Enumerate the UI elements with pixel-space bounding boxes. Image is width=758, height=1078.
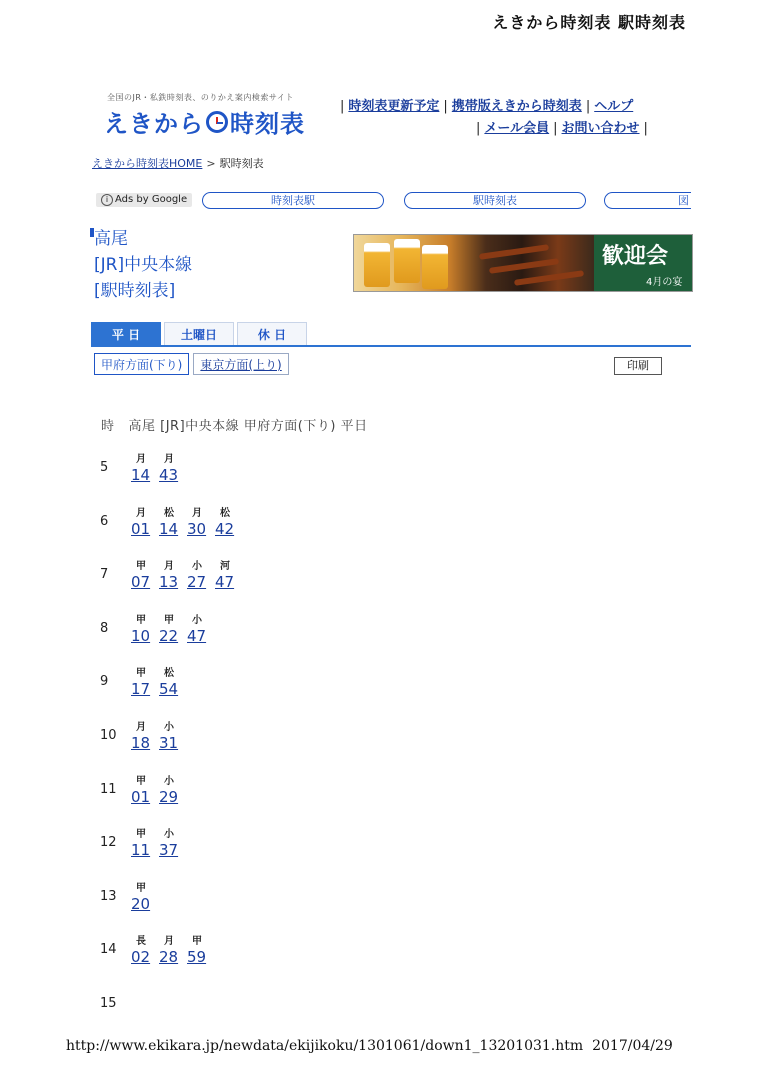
timetable-row <box>96 662 496 716</box>
title-marker <box>90 228 94 237</box>
train-list <box>131 448 187 488</box>
breadcrumb <box>92 155 264 171</box>
train-entry <box>187 555 215 595</box>
train-minute-link[interactable]: 31 <box>159 733 179 752</box>
train-list <box>131 662 187 702</box>
tab-saturday[interactable]: 土曜日 <box>164 322 234 346</box>
timetable-row <box>96 609 496 663</box>
timetable-row <box>96 502 496 556</box>
train-minute-link[interactable]: 42 <box>215 519 235 538</box>
train-minute-link[interactable]: 17 <box>131 680 151 699</box>
hour-label: 10 <box>100 727 117 743</box>
train-minute-link[interactable]: 29 <box>159 787 179 806</box>
day-tabs <box>91 322 310 346</box>
hour-label: 6 <box>100 513 109 529</box>
logo-text-right: 時刻表 <box>230 110 305 138</box>
timetable-row <box>96 770 496 824</box>
hour-label: 14 <box>100 942 117 958</box>
breadcrumb-home[interactable]: えきから時刻表HOME <box>92 157 203 170</box>
train-entry <box>131 716 159 756</box>
train-minute-link[interactable]: 01 <box>131 787 151 806</box>
train-destination-note: 甲 <box>164 614 174 626</box>
train-destination-note: 松 <box>164 668 174 680</box>
train-minute-link[interactable]: 59 <box>187 948 207 967</box>
train-destination-note: 小 <box>164 829 174 841</box>
train-entry <box>215 555 243 595</box>
train-minute-link[interactable]: 47 <box>187 626 207 645</box>
top-links-row2: | メール会員 | お問い合わせ | <box>476 121 648 136</box>
beer-glass-icon <box>422 245 448 289</box>
timetable-row <box>96 930 496 984</box>
train-destination-note: 小 <box>192 561 202 573</box>
train-entry <box>159 555 187 595</box>
train-minute-link[interactable]: 43 <box>159 466 179 484</box>
timetable-row <box>96 448 496 502</box>
train-entry <box>159 448 187 488</box>
info-icon: i <box>101 194 113 206</box>
direction-buttons <box>94 353 293 375</box>
beer-glass-icon <box>364 243 390 287</box>
train-entry <box>159 609 187 649</box>
train-minute-link[interactable]: 22 <box>159 626 179 645</box>
hour-label: 13 <box>100 888 117 904</box>
ad-link-3[interactable]: 図 <box>604 192 691 209</box>
footer-url: http://www.ekikara.jp/newdata/ekijikoku/1301061/down1_13201031.htm <box>66 1038 584 1054</box>
train-destination-note: 甲 <box>192 936 202 948</box>
timetable-row <box>96 823 496 877</box>
train-minute-link[interactable]: 14 <box>131 466 151 484</box>
train-destination-note: 小 <box>164 775 174 787</box>
train-destination-note: 月 <box>164 936 174 948</box>
hour-label: 11 <box>100 781 117 797</box>
train-minute-link[interactable]: 11 <box>131 841 151 860</box>
train-list <box>131 930 215 970</box>
train-destination-note: 松 <box>164 507 174 519</box>
train-list <box>131 770 187 810</box>
tab-weekday[interactable]: 平 日 <box>91 322 161 346</box>
link-help[interactable]: ヘルプ <box>594 99 634 114</box>
train-minute-link[interactable]: 37 <box>159 841 179 860</box>
train-destination-note: 甲 <box>136 775 146 787</box>
train-destination-note: 月 <box>136 721 146 733</box>
hour-label: 5 <box>100 460 109 475</box>
train-minute-link[interactable]: 20 <box>131 894 151 913</box>
train-entry <box>159 930 187 970</box>
train-entry <box>159 662 187 702</box>
station-line: [JR]中央本線 <box>94 255 193 275</box>
hour-label: 12 <box>100 835 117 851</box>
link-update-schedule[interactable]: 時刻表更新予定 <box>348 99 440 114</box>
breadcrumb-current: 駅時刻表 <box>219 157 264 170</box>
train-list <box>131 609 215 649</box>
print-button[interactable]: 印刷 <box>614 357 662 375</box>
train-minute-link[interactable]: 01 <box>131 519 151 538</box>
train-minute-link[interactable]: 47 <box>215 573 235 592</box>
train-minute-link[interactable]: 28 <box>159 948 179 967</box>
station-title <box>94 226 192 304</box>
train-destination-note: 小 <box>164 721 174 733</box>
train-minute-link[interactable]: 13 <box>159 573 179 592</box>
train-minute-link[interactable]: 02 <box>131 948 151 967</box>
beer-glass-icon <box>394 239 420 283</box>
train-minute-link[interactable]: 27 <box>187 573 207 592</box>
ad-link-1[interactable]: 時刻表駅 <box>202 192 384 209</box>
timetable-row <box>96 877 496 931</box>
hour-label: 15 <box>100 995 117 1011</box>
train-destination-note: 甲 <box>136 882 146 894</box>
train-destination-note: 甲 <box>136 668 146 680</box>
tab-holiday[interactable]: 休 日 <box>237 322 307 346</box>
link-mobile[interactable]: 携帯版えきから時刻表 <box>451 99 582 114</box>
train-entry <box>159 502 187 542</box>
hour-column-header: 時 <box>101 419 115 434</box>
train-entry <box>131 770 159 810</box>
train-entry <box>131 609 159 649</box>
train-entry <box>187 930 215 970</box>
skewer-icon <box>514 270 584 286</box>
direction-tokyo-up[interactable]: 東京方面(上り) <box>193 353 288 375</box>
train-entry <box>187 609 215 649</box>
link-contact[interactable]: お問い合わせ <box>561 121 640 136</box>
train-minute-link[interactable]: 10 <box>131 626 151 645</box>
train-destination-note: 甲 <box>136 561 146 573</box>
link-mail-member[interactable]: メール会員 <box>484 121 550 136</box>
train-list <box>131 555 243 595</box>
direction-kofu-down[interactable]: 甲府方面(下り) <box>94 353 189 375</box>
train-destination-note: 甲 <box>136 614 146 626</box>
train-destination-note: 月 <box>192 507 202 519</box>
train-entry <box>131 555 159 595</box>
train-entry <box>187 502 215 542</box>
chevron-right-icon: > <box>206 157 216 170</box>
train-minute-link[interactable]: 18 <box>131 733 151 752</box>
skewer-icon <box>489 258 559 274</box>
timetable-row <box>96 555 496 609</box>
train-destination-note: 小 <box>192 614 202 626</box>
train-entry <box>131 662 159 702</box>
station-kind: [駅時刻表] <box>94 281 176 301</box>
train-entry <box>131 877 159 917</box>
page-header: えきから時刻表 駅時刻表 <box>492 13 686 32</box>
banner-text-area <box>594 235 692 291</box>
train-list <box>131 502 243 542</box>
tab-underline <box>91 345 691 347</box>
train-minute-link[interactable]: 54 <box>159 680 179 699</box>
train-minute-link[interactable]: 14 <box>159 519 179 538</box>
timetable <box>96 448 496 1038</box>
train-minute-link[interactable]: 30 <box>187 519 207 538</box>
train-entry <box>159 823 187 863</box>
train-entry <box>131 502 159 542</box>
train-destination-note: 松 <box>220 507 230 519</box>
logo-text-left: えきから <box>104 110 204 138</box>
station-name: 高尾 <box>94 229 128 249</box>
train-entry <box>131 823 159 863</box>
train-destination-note: 月 <box>164 561 174 573</box>
top-links-row1: | 時刻表更新予定 | 携帯版えきから時刻表 | ヘルプ <box>340 99 634 114</box>
train-destination-note: 月 <box>164 454 174 465</box>
site-logo[interactable] <box>104 104 305 139</box>
clock-icon <box>206 111 228 133</box>
ads-by-google-label[interactable]: i Ads by Google <box>96 193 192 207</box>
footer <box>66 1038 673 1054</box>
train-entry <box>131 448 159 488</box>
ad-link-2[interactable]: 駅時刻表 <box>404 192 586 209</box>
footer-date: 2017/04/29 <box>592 1038 673 1054</box>
train-minute-link[interactable]: 07 <box>131 573 151 592</box>
train-destination-note: 河 <box>220 561 230 573</box>
hour-label: 7 <box>100 567 109 583</box>
site-tagline: 全国のJR・私鉄時刻表、のりかえ案内検索サイト <box>107 93 294 102</box>
train-entry <box>131 930 159 970</box>
train-list <box>131 823 187 863</box>
train-entry <box>159 716 187 756</box>
timetable-title: 高尾 [JR]中央本線 甲府方面(下り) 平日 <box>128 419 368 434</box>
timetable-row <box>96 716 496 770</box>
train-entry <box>215 502 243 542</box>
train-entry <box>159 770 187 810</box>
train-list <box>131 716 187 756</box>
banner-headline: 歓迎会 <box>602 243 669 269</box>
timetable-row <box>96 984 496 1038</box>
ad-banner[interactable] <box>353 234 693 292</box>
timetable-header <box>101 415 368 434</box>
banner-photo <box>354 235 594 291</box>
train-list <box>131 877 159 917</box>
train-destination-note: 甲 <box>136 829 146 841</box>
train-destination-note: 月 <box>136 507 146 519</box>
hour-label: 8 <box>100 620 109 636</box>
train-destination-note: 長 <box>136 936 146 948</box>
skewer-icon <box>479 244 549 260</box>
train-destination-note: 月 <box>136 454 146 465</box>
banner-subtext: 4月の宴 <box>646 277 683 288</box>
hour-label: 9 <box>100 674 109 690</box>
